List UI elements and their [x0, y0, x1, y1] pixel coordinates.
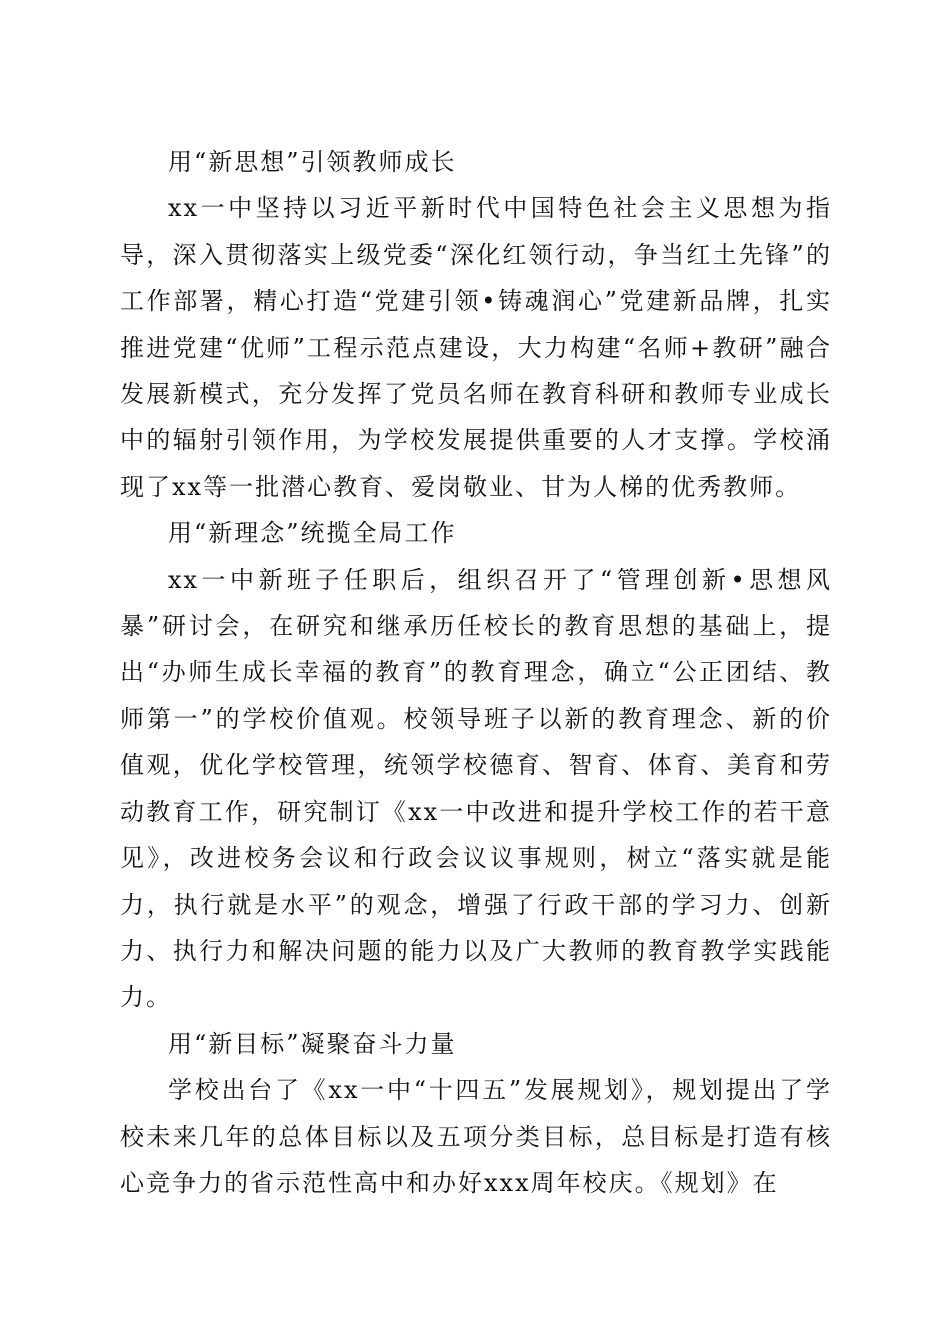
- document-body: [120, 139, 832, 1206]
- section-heading-new-concept: 用“新理念”统揽全局工作: [168, 519, 457, 548]
- section-paragraph-new-thought: xx一中坚持以习近平新时代中国特色社会主义思想为指导，深入贯彻落实上级党委“深化红领行动，争当红土先锋”的工作部署，精心打造“党建引领•铸魂润心”党建新品牌，扎实推进党建“优师”工程示范点建设，大力构建“名师+教研”融合发展新模式，充分发挥了党员名师在教育科研和教师专业成长中的辐射引领作用，为学校发展提供重要的人才支撑。学校涌现了xx等一批潜心教育、爱岗敬业、甘为人梯的优秀教师。: [120, 194, 832, 501]
- section-paragraph-new-concept: xx一中新班子任职后，组织召开了“管理创新•思想风暴”研讨会，在研究和继承历任校长的教育思想的基础上，提出“办师生成长幸福的教育”的教育理念，确立“公正团结、教师第一”的学校价值观。校领导班子以新的教育理念、新的价值观，优化学校管理，统领学校德育、智育、体育、美育和劳动教育工作，研究制订《xx一中改进和提升学校工作的若干意见》，改进校务会议和行政会议议事规则，树立“落实就是能力，执行就是水平”的观念，增强了行政干部的学习力、创新力、执行力和解决问题的能力以及广大教师的教育教学实践能力。: [120, 565, 832, 1012]
- section-heading-new-goal: 用“新目标”凝聚奋斗力量: [168, 1029, 457, 1058]
- section-paragraph-new-goal: 学校出台了《xx一中“十四五”发展规划》，规划提出了学校未来几年的总体目标以及五项分类目标，总目标是打造有核心竞争力的省示范性高中和办好xxx周年校庆。《规划》在: [120, 1076, 832, 1197]
- section-heading-new-thought: 用“新思想”引领教师成长: [168, 148, 457, 176]
